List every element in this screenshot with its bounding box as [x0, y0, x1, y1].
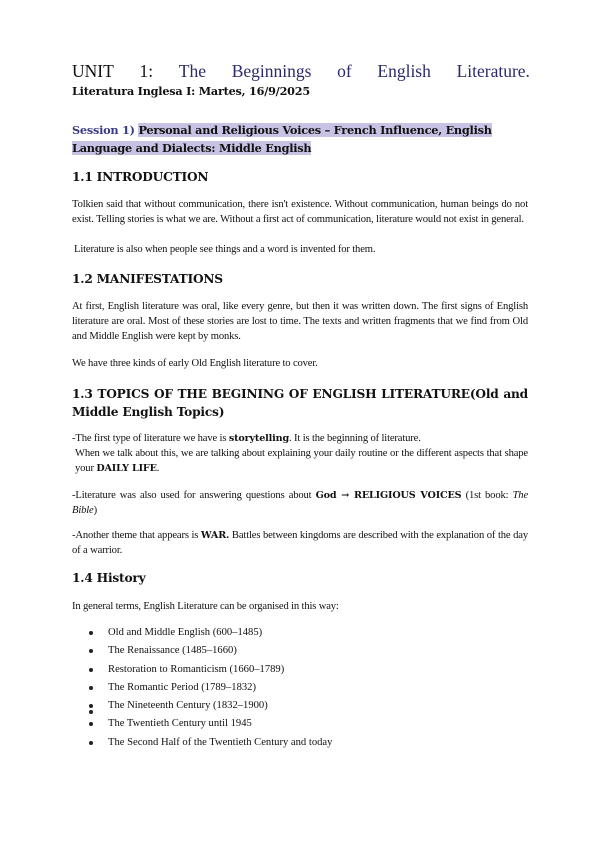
list-item — [72, 679, 528, 697]
stray-bullet-icon — [89, 710, 93, 714]
session-heading — [72, 121, 530, 157]
list-item — [72, 715, 528, 733]
section-heading-manifestations: 1.2 MANIFESTATIONS — [72, 272, 223, 286]
list-item-text: The Twentieth Century until 1945 — [108, 718, 252, 730]
list-item — [72, 734, 528, 752]
title-word: English — [377, 61, 431, 81]
list-item-text: Restoration to Romanticism (1660–1789) — [108, 663, 285, 675]
list-item-text: The Renaissance (1485–1660) — [108, 645, 237, 657]
text-run: When we talk about this, we are talking about explaining your daily routine or the different aspects that shape your — [75, 448, 528, 474]
manifestations-paragraph-2: We have three kinds of early Old English literature to cover. — [72, 358, 318, 369]
text-run: ) — [93, 505, 97, 516]
bullet-icon — [89, 668, 93, 672]
bold-term: DAILY LIFE — [96, 463, 157, 474]
bullet-icon — [89, 631, 93, 635]
title-word: Literature. — [456, 61, 530, 81]
list-item-text: The Nineteenth Century (1832–1900) — [108, 700, 268, 712]
italic-term: The Bible — [72, 490, 529, 516]
bold-term: WAR. — [200, 530, 230, 541]
list-item-text: The Romantic Period (1789–1832) — [108, 681, 256, 693]
list-item-text: Old and Middle English (600–1485) — [108, 627, 263, 638]
history-intro: In general terms, English Literature can be organised in this way: — [72, 601, 339, 612]
bold-term: God → RELIGIOUS VOICES — [315, 490, 462, 501]
title-word: Beginnings — [231, 61, 312, 81]
text-run: -Literature was also used for answering questions about — [72, 490, 316, 501]
list-item — [72, 661, 528, 679]
session-label: Session 1) — [72, 123, 135, 137]
text-run: -Another theme that appears is — [72, 530, 201, 541]
text-run: . — [156, 463, 160, 474]
bullet-icon — [89, 741, 93, 745]
title-word: UNIT — [72, 61, 114, 81]
bullet-icon — [89, 686, 93, 690]
bullet-icon — [89, 649, 93, 653]
history-period-list — [72, 624, 528, 752]
section-heading-topics: 1.3 TOPICS OF THE BEGINING OF ENGLISH LITERATURE(Old and Middle English Topics) — [72, 387, 528, 419]
section-heading-introduction: 1.1 INTRODUCTION — [72, 170, 209, 184]
topics-daily-life — [72, 446, 528, 476]
intro-paragraph-2: Literature is also when people see things and a word is invented for them. — [74, 244, 376, 255]
bullet-icon — [89, 704, 93, 708]
list-item — [72, 642, 528, 660]
intro-paragraph: Tolkien said that without communication, there isn't existence. Without communication, human beings do not exist. Telling stories is what we are. Without a first act of communication, literature would not exist in general. — [72, 199, 528, 225]
text-run: (1st book: — [461, 490, 513, 501]
unit-title — [72, 60, 530, 82]
topics-paragraph-war — [72, 528, 528, 558]
session-title-highlighted: Personal and Religious Voices – French Influence, English Language and Dialects: Middle English — [72, 123, 492, 155]
text-run: -The first type of literature we have is — [72, 433, 229, 444]
list-item — [72, 624, 528, 642]
course-date-subtitle: Literatura Inglesa I: Martes, 16/9/2025 — [72, 84, 310, 98]
list-item — [72, 697, 528, 715]
section-heading-history: 1.4 History — [72, 571, 146, 585]
title-word: The — [178, 61, 207, 81]
topics-paragraph-religious — [72, 488, 528, 518]
bold-term: storytelling — [228, 433, 290, 444]
text-run: Battles between kingdoms are described with the explanation of the day of a warrior. — [72, 530, 528, 556]
list-item-text: The Second Half of the Twentieth Century and today — [108, 736, 333, 748]
topics-paragraph-storytelling — [72, 431, 528, 476]
manifestations-paragraph: At first, English literature was oral, like every genre, but then it was written down. The first signs of English literature are oral. Most of these stories are lost to time. The texts and written fragments that we find from Old and Middle English were kept by monks. — [72, 301, 528, 342]
bullet-icon — [89, 722, 93, 726]
title-word: 1: — [139, 61, 154, 81]
text-run: . It is the beginning of literature. — [289, 433, 421, 444]
title-word: of — [337, 61, 352, 81]
